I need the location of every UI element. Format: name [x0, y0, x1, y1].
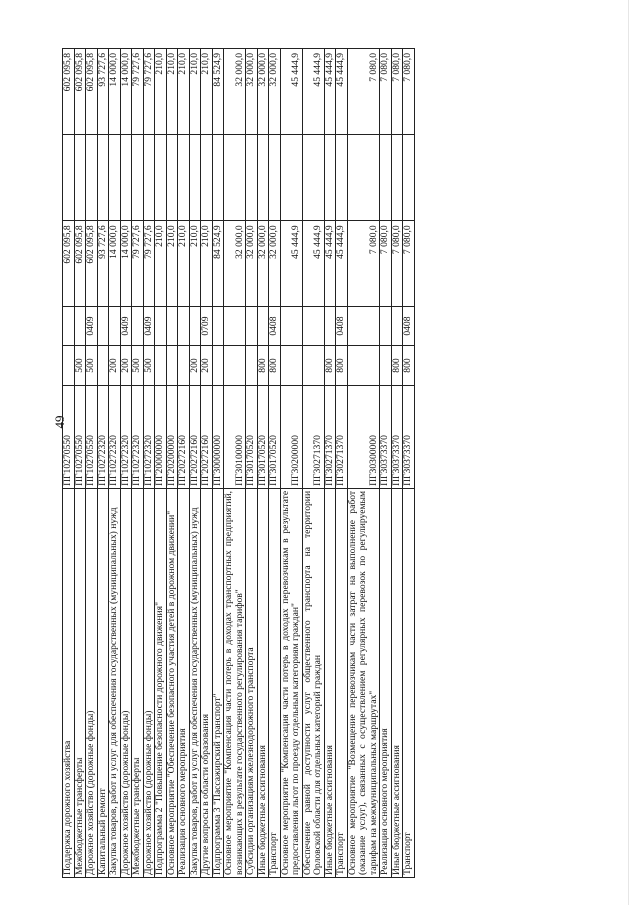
row-value-2-cell — [155, 135, 167, 221]
row-name-cell: Реализация основного мероприятия — [178, 488, 190, 877]
table-row — [403, 49, 415, 878]
row-value-2-cell — [201, 135, 213, 221]
row-value-1-cell: 602 095,8 — [63, 221, 75, 307]
row-code-cell: ПГ20272160 — [178, 386, 190, 489]
row-rz-cell — [280, 307, 302, 345]
row-value-3-cell: 14 000,0 — [120, 49, 132, 135]
row-rz-cell — [302, 307, 324, 345]
row-value-1-cell: 32 000,0 — [224, 221, 246, 307]
row-value-2-cell — [347, 135, 380, 221]
row-vr-cell: 200 — [201, 345, 213, 385]
row-value-2-cell — [120, 135, 132, 221]
row-value-1-cell: 32 000,0 — [246, 221, 258, 307]
row-value-3-cell: 32 000,0 — [257, 49, 269, 135]
table-row — [391, 49, 403, 878]
row-value-2-cell — [391, 135, 403, 221]
row-value-3-cell: 14 000,0 — [109, 49, 121, 135]
row-vr-cell — [280, 345, 302, 385]
row-vr-cell: 200 — [120, 345, 132, 385]
row-rz-cell: 0409 — [86, 307, 98, 345]
row-value-2-cell — [302, 135, 324, 221]
row-value-2-cell — [63, 135, 75, 221]
row-value-2-cell — [178, 135, 190, 221]
row-rz-cell — [178, 307, 190, 345]
table-row — [109, 49, 121, 878]
table-row — [201, 49, 213, 878]
page-number: 49 — [52, 415, 67, 429]
row-value-2-cell — [280, 135, 302, 221]
row-rz-cell: 0709 — [201, 307, 213, 345]
row-value-2-cell — [189, 135, 201, 221]
row-name-cell: Иные бюджетные ассигнования — [391, 488, 403, 877]
rotated-table-container — [62, 48, 415, 878]
row-value-1-cell: 7 080,0 — [403, 221, 415, 307]
row-vr-cell: 500 — [143, 345, 155, 385]
row-value-2-cell — [74, 135, 86, 221]
row-name-cell: Основное мероприятие "Обеспечение безопасного участия детей в дорожном движении" — [166, 488, 178, 877]
row-rz-cell — [324, 307, 336, 345]
row-name-cell: Подпрограмма 2 "Повышение безопасности дорожного движения" — [155, 488, 167, 877]
row-code-cell: ПГ20200000 — [166, 386, 178, 489]
row-rz-cell — [391, 307, 403, 345]
table-row — [74, 49, 86, 878]
row-rz-cell: 0409 — [120, 307, 132, 345]
row-vr-cell — [224, 345, 246, 385]
row-code-cell: ПГ30373370 — [391, 386, 403, 489]
row-value-3-cell: 45 444,9 — [324, 49, 336, 135]
row-name-cell: Основное мероприятие "Возмещение перевозчикам части затрат на выполнение работ (оказание услуг), связанных с осуществлением регулярных перевозок по регулируемым тарифам на межмуниципальных маршрутах" — [347, 488, 380, 877]
row-rz-cell — [224, 307, 246, 345]
row-value-3-cell: 32 000,0 — [246, 49, 258, 135]
row-value-1-cell: 45 444,9 — [302, 221, 324, 307]
row-vr-cell: 200 — [109, 345, 121, 385]
table-row — [347, 49, 380, 878]
budget-table — [62, 48, 415, 878]
row-code-cell: ПГ30000000 — [212, 386, 224, 489]
row-code-cell: ПГ10270550 — [63, 386, 75, 489]
row-name-cell: Основное мероприятие "Компенсация части потерь в доходах перевозчикам в результате предоставления льгот по проезду отдельным категориям граждан" — [280, 488, 302, 877]
row-value-1-cell: 210,0 — [166, 221, 178, 307]
row-name-cell: Другие вопросы в области образования — [201, 488, 213, 877]
row-code-cell: ПГ10272320 — [109, 386, 121, 489]
row-value-1-cell: 7 080,0 — [391, 221, 403, 307]
table-row — [143, 49, 155, 878]
row-vr-cell — [63, 345, 75, 385]
row-value-3-cell: 7 080,0 — [403, 49, 415, 135]
row-value-2-cell — [380, 135, 392, 221]
row-value-2-cell — [336, 135, 348, 221]
row-code-cell: ПГ10272320 — [132, 386, 144, 489]
row-value-2-cell — [143, 135, 155, 221]
row-code-cell: ПГ30373370 — [403, 386, 415, 489]
row-value-1-cell: 210,0 — [155, 221, 167, 307]
row-value-1-cell: 93 727,6 — [97, 221, 109, 307]
row-code-cell: ПГ30271370 — [302, 386, 324, 489]
row-value-1-cell: 32 000,0 — [269, 221, 281, 307]
row-value-1-cell: 602 095,8 — [74, 221, 86, 307]
row-vr-cell — [155, 345, 167, 385]
row-value-3-cell: 210,0 — [178, 49, 190, 135]
row-name-cell: Поддержка дорожного хозяйства — [63, 488, 75, 877]
row-code-cell: ПГ30170520 — [269, 386, 281, 489]
row-vr-cell — [178, 345, 190, 385]
row-name-cell: Транспорт — [403, 488, 415, 877]
row-value-1-cell: 84 524,9 — [212, 221, 224, 307]
row-code-cell: ПГ20272160 — [201, 386, 213, 489]
row-vr-cell: 800 — [269, 345, 281, 385]
row-value-1-cell: 14 000,0 — [120, 221, 132, 307]
table-row — [155, 49, 167, 878]
row-code-cell: ПГ30271370 — [336, 386, 348, 489]
row-code-cell: ПГ10272320 — [97, 386, 109, 489]
row-value-3-cell: 45 444,9 — [336, 49, 348, 135]
table-row — [269, 49, 281, 878]
row-value-2-cell — [97, 135, 109, 221]
row-value-1-cell: 14 000,0 — [109, 221, 121, 307]
row-vr-cell — [246, 345, 258, 385]
row-value-3-cell: 79 727,6 — [143, 49, 155, 135]
row-rz-cell — [109, 307, 121, 345]
row-name-cell: Межбюджетные трансферты — [132, 488, 144, 877]
row-rz-cell — [155, 307, 167, 345]
row-rz-cell — [166, 307, 178, 345]
row-value-1-cell: 7 080,0 — [380, 221, 392, 307]
table-row — [86, 49, 98, 878]
table-row — [132, 49, 144, 878]
row-name-cell: Реализация основного мероприятия — [380, 488, 392, 877]
row-value-3-cell: 210,0 — [201, 49, 213, 135]
row-rz-cell: 0408 — [336, 307, 348, 345]
row-name-cell: Иные бюджетные ассигнования — [257, 488, 269, 877]
row-rz-cell: 0408 — [269, 307, 281, 345]
row-rz-cell — [257, 307, 269, 345]
row-vr-cell: 800 — [403, 345, 415, 385]
row-rz-cell — [347, 307, 380, 345]
row-vr-cell: 500 — [74, 345, 86, 385]
row-value-3-cell: 84 524,9 — [212, 49, 224, 135]
row-name-cell: Закупка товаров, работ и услуг для обеспечения государственных (муниципальных) нужд — [189, 488, 201, 877]
row-rz-cell — [380, 307, 392, 345]
row-value-1-cell: 45 444,9 — [336, 221, 348, 307]
row-code-cell: ПГ30373370 — [380, 386, 392, 489]
row-vr-cell: 800 — [336, 345, 348, 385]
table-row — [63, 49, 75, 878]
row-vr-cell — [347, 345, 380, 385]
row-vr-cell — [97, 345, 109, 385]
row-vr-cell: 800 — [324, 345, 336, 385]
row-vr-cell: 500 — [86, 345, 98, 385]
row-rz-cell — [246, 307, 258, 345]
row-value-3-cell: 32 000,0 — [224, 49, 246, 135]
row-value-3-cell: 45 444,9 — [302, 49, 324, 135]
row-code-cell: ПГ10272320 — [143, 386, 155, 489]
row-value-3-cell: 210,0 — [155, 49, 167, 135]
table-row — [380, 49, 392, 878]
table-row — [280, 49, 302, 878]
row-code-cell: ПГ30200000 — [280, 386, 302, 489]
row-name-cell: Транспорт — [336, 488, 348, 877]
row-vr-cell — [212, 345, 224, 385]
row-vr-cell: 500 — [132, 345, 144, 385]
row-code-cell: ПГ10270550 — [86, 386, 98, 489]
row-name-cell: Дорожное хозяйство (дорожные фонды) — [120, 488, 132, 877]
row-rz-cell — [212, 307, 224, 345]
row-value-1-cell: 602 095,8 — [86, 221, 98, 307]
table-row — [324, 49, 336, 878]
row-code-cell: ПГ20272160 — [189, 386, 201, 489]
row-value-2-cell — [166, 135, 178, 221]
row-rz-cell: 0409 — [143, 307, 155, 345]
scan-edge — [628, 0, 629, 905]
row-code-cell: ПГ10270550 — [74, 386, 86, 489]
row-rz-cell: 0408 — [403, 307, 415, 345]
row-name-cell: Транспорт — [269, 488, 281, 877]
row-code-cell: ПГ30170520 — [257, 386, 269, 489]
row-code-cell: ПГ30300000 — [347, 386, 380, 489]
row-code-cell: ПГ20000000 — [155, 386, 167, 489]
row-vr-cell: 200 — [189, 345, 201, 385]
row-value-2-cell — [269, 135, 281, 221]
row-rz-cell — [132, 307, 144, 345]
row-value-2-cell — [324, 135, 336, 221]
row-name-cell: Иные бюджетные ассигнования — [324, 488, 336, 877]
row-value-2-cell — [403, 135, 415, 221]
row-name-cell: Подпрограмма 3 "Пассажирский транспорт" — [212, 488, 224, 877]
row-name-cell: Закупка товаров, работ и услуг для обеспечения государственных (муниципальных) нужд — [109, 488, 121, 877]
row-rz-cell — [189, 307, 201, 345]
row-value-3-cell: 32 000,0 — [269, 49, 281, 135]
row-name-cell: Субсидии организациям железнодорожного транспорта — [246, 488, 258, 877]
row-value-1-cell: 210,0 — [189, 221, 201, 307]
row-value-3-cell: 602 095,8 — [86, 49, 98, 135]
row-vr-cell — [380, 345, 392, 385]
table-row — [212, 49, 224, 878]
row-value-3-cell: 7 080,0 — [391, 49, 403, 135]
row-code-cell: ПГ30271370 — [324, 386, 336, 489]
row-value-2-cell — [212, 135, 224, 221]
row-value-1-cell: 79 727,6 — [143, 221, 155, 307]
row-value-3-cell: 210,0 — [166, 49, 178, 135]
table-row — [336, 49, 348, 878]
row-rz-cell — [97, 307, 109, 345]
row-value-3-cell: 7 080,0 — [347, 49, 380, 135]
table-row — [224, 49, 246, 878]
row-value-2-cell — [246, 135, 258, 221]
row-value-2-cell — [109, 135, 121, 221]
row-name-cell: Дорожное хозяйство (дорожные фонды) — [86, 488, 98, 877]
row-value-3-cell: 210,0 — [189, 49, 201, 135]
table-row — [120, 49, 132, 878]
row-value-3-cell: 7 080,0 — [380, 49, 392, 135]
table-row — [166, 49, 178, 878]
table-row — [178, 49, 190, 878]
row-vr-cell: 800 — [257, 345, 269, 385]
table-row — [97, 49, 109, 878]
row-value-1-cell: 210,0 — [201, 221, 213, 307]
row-value-1-cell: 45 444,9 — [280, 221, 302, 307]
row-vr-cell — [302, 345, 324, 385]
row-value-1-cell: 32 000,0 — [257, 221, 269, 307]
row-value-2-cell — [132, 135, 144, 221]
row-value-3-cell: 602 095,8 — [74, 49, 86, 135]
table-row — [189, 49, 201, 878]
row-value-3-cell: 79 727,6 — [132, 49, 144, 135]
row-value-3-cell: 602 095,8 — [63, 49, 75, 135]
row-value-3-cell: 45 444,9 — [280, 49, 302, 135]
row-rz-cell — [74, 307, 86, 345]
row-value-2-cell — [257, 135, 269, 221]
row-vr-cell — [166, 345, 178, 385]
row-value-2-cell — [86, 135, 98, 221]
row-value-1-cell: 79 727,6 — [132, 221, 144, 307]
row-value-3-cell: 93 727,6 — [97, 49, 109, 135]
row-name-cell: Капитальный ремонт — [97, 488, 109, 877]
budget-table-body — [63, 49, 415, 878]
table-row — [257, 49, 269, 878]
row-value-2-cell — [224, 135, 246, 221]
row-name-cell: Дорожное хозяйство (дорожные фонды) — [143, 488, 155, 877]
row-value-1-cell: 210,0 — [178, 221, 190, 307]
table-row — [302, 49, 324, 878]
row-name-cell: Основное мероприятие "Компенсация части потерь в доходах транспортных предприятий, возникающих в результате государственного регулирования тарифов" — [224, 488, 246, 877]
row-value-1-cell: 45 444,9 — [324, 221, 336, 307]
row-code-cell: ПГ30100000 — [224, 386, 246, 489]
row-name-cell: Межбюджетные трансферты — [74, 488, 86, 877]
table-row — [246, 49, 258, 878]
row-rz-cell — [63, 307, 75, 345]
row-code-cell: ПГ10272320 — [120, 386, 132, 489]
row-code-cell: ПГ30170520 — [246, 386, 258, 489]
row-name-cell: Обеспечение равной доступности услуг общественного транспорта на территории Орловской области для отдельных категорий граждан — [302, 488, 324, 877]
row-value-1-cell: 7 080,0 — [347, 221, 380, 307]
row-vr-cell: 800 — [391, 345, 403, 385]
